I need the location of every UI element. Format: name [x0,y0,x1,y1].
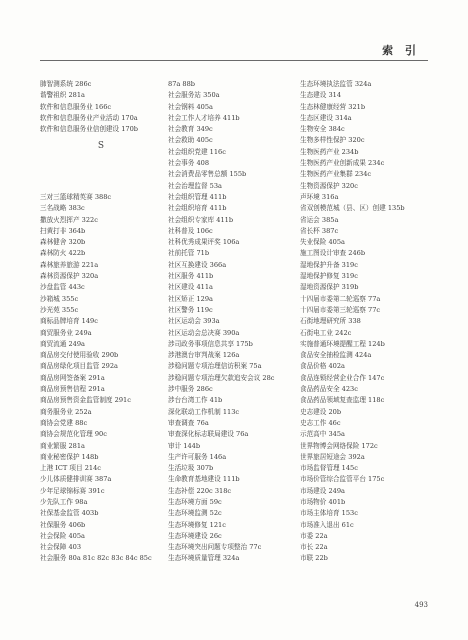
page-header-title: 索 引 [382,44,420,57]
index-entry: 社前托管 71b [168,249,210,258]
index-entry: 商品房预售资金监管制度 291c [40,396,131,405]
index-entry: 生产许可服务 146a [168,452,227,461]
index-entry: 世界旅居短途会 392a [300,452,365,461]
index-entry [40,169,162,180]
index-entry: 涉稳问题专项治理信访积案 75a [168,362,262,371]
index-entry: 世界物博会网络保险 172c [300,441,378,450]
index-entry: 生态补偿 220c 318c [168,486,232,495]
index-entry: 生态环境方面 59c [168,497,222,506]
index-entry: 商品房网签备案 291a [40,373,105,382]
index-entry: 社会组织培育 411b [168,204,227,213]
index-entry: 生态环境监测 52c [168,509,222,518]
index-entry: 社会工作人才培养 411b [168,113,240,122]
index-entry: 市场物价 401b [300,497,346,506]
index-entry: 三对三篮球精英赛 388c [40,192,112,201]
index-entry: 涉台台湾工作 41b [168,396,223,405]
index-entry: 湿地保护修复 319c [300,272,358,281]
index-entry: 商业繁服 281a [40,441,85,450]
index-entry: 少儿体质健排训赛 387a [40,475,112,484]
index-entry: 社会消费品零售总额 155b [168,170,247,179]
index-entry: 十四届市委第二轮巡察 77a [300,294,381,303]
index-column-2 [168,79,292,565]
index-entry: 商协会党建 88c [40,418,88,427]
index-entry: 生态环境突出问题专项整治 77c [168,543,262,552]
index-entry: 社区服务 411b [168,272,214,281]
index-entry: 社会事务 408 [168,159,210,168]
index-entry: 示范高中 345a [300,430,345,439]
index-entry: 生物安全 384c [300,125,345,134]
index-entry: 市长 22a [300,543,328,552]
index-entry: 食品药品领域复查监理 118c [300,396,385,405]
index-entry: 食品安全抽检监测 424a [300,351,372,360]
index-entry: 市委 22a [300,531,328,540]
index-entry: 上港 ICT 项目 214c [40,464,101,473]
index-entry: 社会组织党建 116c [168,147,226,156]
index-entry: 审查调查 76a [168,418,209,427]
index-entry: 商务服务业 252a [40,407,92,416]
index-section-letter: S [97,141,105,152]
index-entry: 商贸流通 249a [40,339,85,348]
index-entry: 实施普通环境提醒工程 124b [300,339,385,348]
index-entry: 市场监督管理 145c [300,464,358,473]
index-entry: 生态环境建设 26c [168,531,222,540]
index-entry: 谐警祖织 281a [40,91,85,100]
index-entry: 市场建设 249a [300,486,345,495]
index-entry: 生活垃圾 307b [168,464,214,473]
index-entry: 社会组织专家库 411b [168,215,234,224]
index-entry: 商品房绿化项目监管 292a [40,362,118,371]
index-entry: 社科普及 106c [168,226,213,235]
index-entry: 食品药品安全 423c [300,385,358,394]
index-entry: 商业秘密保护 148b [40,452,99,461]
index-entry: 87a 88b [168,80,196,88]
index-entry: 湿地资源保护 319b [300,283,359,292]
index-entry: 生物医药产业创新成果 234c [300,159,385,168]
index-entry [40,181,162,192]
index-entry: 省双创模范城（县、区）创建 135b [300,204,405,213]
index-entry: 撒放火烈挥产 322c [40,215,98,224]
index-entry: 省长杯 387c [300,226,339,235]
index-entry: 肺智测系统 286c [40,80,92,88]
page-number: 493 [414,601,428,609]
index-entry: 社会组织管理 411b [168,192,227,201]
index-entry: 涉司政务事项信息共享 175b [168,339,253,348]
index-entry: 生物多样性保护 320c [300,136,365,145]
index-entry: 少先队工作 98a [40,497,88,506]
index-entry: 失业保险 405a [300,238,345,247]
index-entry: 社会服务站 350a [168,91,220,100]
index-entry: 生态区建设 314a [300,113,352,122]
index-entry: 生物资源保护 320c [300,181,358,190]
index-entry: 社区矫正 129a [168,294,213,303]
index-entry: 社会救助 405c [168,136,213,145]
index-entry: 商贸服务业 249a [40,328,92,337]
index-entry: 沙光苑 355c [40,305,79,314]
index-entry: 生态环境修复 121c [168,520,226,529]
index-entry: 史志建设 20b [300,407,342,416]
index-entry: 软件和信息服务业信创建设 170b [40,125,139,134]
index-entry: 商品房交付使用验收 290b [40,351,119,360]
index-entry: 少年足球锦标赛 391c [40,486,105,495]
index-entry: 生物医药产业集群 234c [300,170,372,179]
index-entry: 社会保障 403 [40,543,82,552]
index-entry: 生态林健康经营 321b [300,102,366,111]
index-entry: 市场准入退出 61c [300,520,354,529]
index-entry: 社区运动会 393a [168,317,220,326]
index-entry: 省运会 385a [300,215,339,224]
index-entry: 石街电工业 242c [300,328,352,337]
index-entry: 审计 144b [168,441,201,450]
index-entry: 深化联动工作机制 113c [168,407,240,416]
index-entry: 审查深化标志联局建设 76a [168,430,249,439]
index-entry [40,158,162,169]
index-entry: 石街地理研究所 338 [300,317,361,326]
index-entry: 软件和信息服务业产业活动 170a [40,113,138,122]
index-entry: 生态环境质量管理 324a [168,554,240,563]
index-entry: 湿地保护升备 319c [300,260,358,269]
index-entry: 涉港澳台审判战案 126a [168,351,240,360]
index-entry: 森林防火 422b [40,249,86,258]
index-entry: 社会钢料 405a [168,102,213,111]
index-entry: 软件和信息服务业 166c [40,102,112,111]
index-entry: 商品房预售信程 291a [40,385,105,394]
index-entry: 声环境 316a [300,192,339,201]
index-column-1 [40,79,162,565]
index-entry: 森林资源保护 320a [40,272,99,281]
header-rule [40,60,428,61]
index-entry: 施工图设计审查 246b [300,249,366,258]
index-entry: 社区警务 119c [168,305,213,314]
index-entry: 生物医药产业 234b [300,147,359,156]
index-entry: 扫黄打非 364b [40,226,86,235]
index-entry: 森林健舍 320b [40,238,86,247]
index-entry: 沙盘监管 443c [40,283,85,292]
index-entry: 社科优秀成果评奖 106a [168,238,240,247]
index-entry: 社保服务 406b [40,520,86,529]
index-column-3 [300,79,430,565]
index-entry: 社会教育 349c [168,125,213,134]
index-entry: 社会保险 405a [40,531,85,540]
index-entry: 社会服务 80a 81c 82c 83c 84c 85c [40,554,152,563]
index-entry: 市场价管综合监管平台 175c [300,475,385,484]
index-entry: 食品价格 402a [300,362,345,371]
index-entry: 涉稳问题专项治理欠款追安会议 28c [168,373,275,382]
index-entry: 三名战略 383c [40,204,85,213]
index-entry: 社会治理监督 53a [168,181,222,190]
index-entry: 食品连锁经营企业合作 147c [300,373,385,382]
index-entry: 商标品牌培育 149c [40,317,98,326]
index-entry: 沙箱城 355c [40,294,79,303]
index-entry: 森林旅养旅游 221a [40,260,99,269]
index-entry: 社区建设 411a [168,283,213,292]
index-entry: 商协会规范化管理 90c [40,430,107,439]
index-entry: 社区互换建设 366a [168,260,227,269]
index-entry: 生态环境执法监管 324a [300,80,372,88]
index-entry: 市联 22b [300,554,328,563]
index-entry: 市场主体培育 153c [300,509,358,518]
index-entry: 史志工作 46c [300,418,341,427]
index-entry: 生态建设 314 [300,91,342,100]
index-entry: 社保基金监管 403b [40,509,99,518]
index-entry: 社区运动会总决赛 390a [168,328,240,337]
index-entry: 十四届市委第三轮巡察 77c [300,305,381,314]
index-entry: 涉中服务 286c [168,385,213,394]
index-entry: 生命教育基地建设 111b [168,475,240,484]
